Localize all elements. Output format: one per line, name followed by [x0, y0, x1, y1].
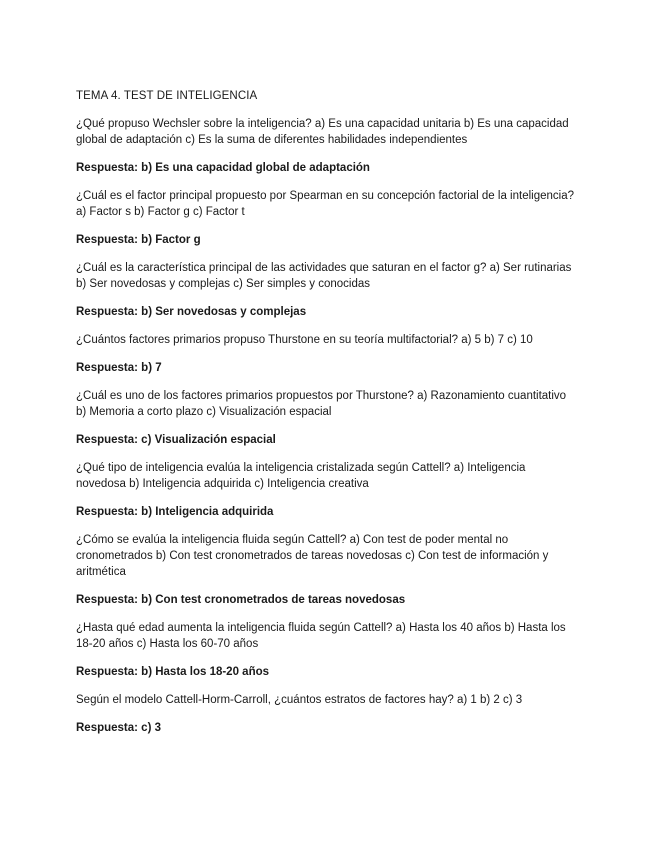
question-text: ¿Qué tipo de inteligencia evalúa la inteligencia cristalizada según Cattell? a) Inteligencia novedosa b) Inteligencia adquirida c) Inteligencia creativa	[76, 462, 526, 490]
qa-item-3	[76, 260, 576, 320]
answer-text: Respuesta: c) Visualización espacial	[76, 434, 276, 446]
qa-item-6	[76, 460, 576, 520]
answer-text: Respuesta: b) Ser novedosas y complejas	[76, 306, 307, 318]
answer-text: Respuesta: b) Es una capacidad global de adaptación	[76, 162, 370, 174]
question-text: ¿Cómo se evalúa la inteligencia fluida según Cattell? a) Con test de poder mental no cronometrados b) Con test cronometrados de tareas novedosas c) Con test de información y aritmética	[76, 534, 549, 578]
answer-text: Respuesta: b) Con test cronometrados de tareas novedosas	[76, 594, 406, 606]
answer-text: Respuesta: b) Hasta los 18-20 años	[76, 666, 270, 678]
question-text: ¿Cuál es la característica principal de las actividades que saturan en el factor g? a) Ser rutinarias b) Ser novedosas y complejas c) Ser simples y conocidas	[76, 262, 572, 290]
answer-text: Respuesta: b) Factor g	[76, 234, 201, 246]
document-page	[76, 88, 576, 748]
qa-item-4	[76, 332, 576, 376]
qa-item-1	[76, 116, 576, 176]
qa-item-7	[76, 532, 576, 608]
question-text: ¿Cuántos factores primarios propuso Thurstone en su teoría multifactorial? a) 5 b) 7 c) 10	[76, 334, 533, 346]
document-title: TEMA 4. TEST DE INTELIGENCIA	[76, 90, 258, 102]
qa-item-8	[76, 620, 576, 680]
qa-item-5	[76, 388, 576, 448]
answer-text: Respuesta: b) 7	[76, 362, 162, 374]
question-text: ¿Hasta qué edad aumenta la inteligencia fluida según Cattell? a) Hasta los 40 años b) Hasta los 18-20 años c) Hasta los 60-70 años	[76, 622, 566, 650]
qa-item-2	[76, 188, 576, 248]
answer-text: Respuesta: b) Inteligencia adquirida	[76, 506, 274, 518]
answer-text: Respuesta: c) 3	[76, 722, 162, 734]
question-text: ¿Cuál es uno de los factores primarios propuestos por Thurstone? a) Razonamiento cuantitativo b) Memoria a corto plazo c) Visualización espacial	[76, 390, 567, 418]
qa-item-9	[76, 692, 576, 736]
question-text: ¿Cuál es el factor principal propuesto por Spearman en su concepción factorial de la inteligencia? a) Factor s b) Factor g c) Factor t	[76, 190, 574, 218]
question-text: Según el modelo Cattell-Horm-Carroll, ¿cuántos estratos de factores hay? a) 1 b) 2 c) 3	[76, 694, 523, 706]
question-text: ¿Qué propuso Wechsler sobre la inteligencia? a) Es una capacidad unitaria b) Es una capacidad global de adaptación c) Es la suma de diferentes habilidades independientes	[76, 118, 569, 146]
